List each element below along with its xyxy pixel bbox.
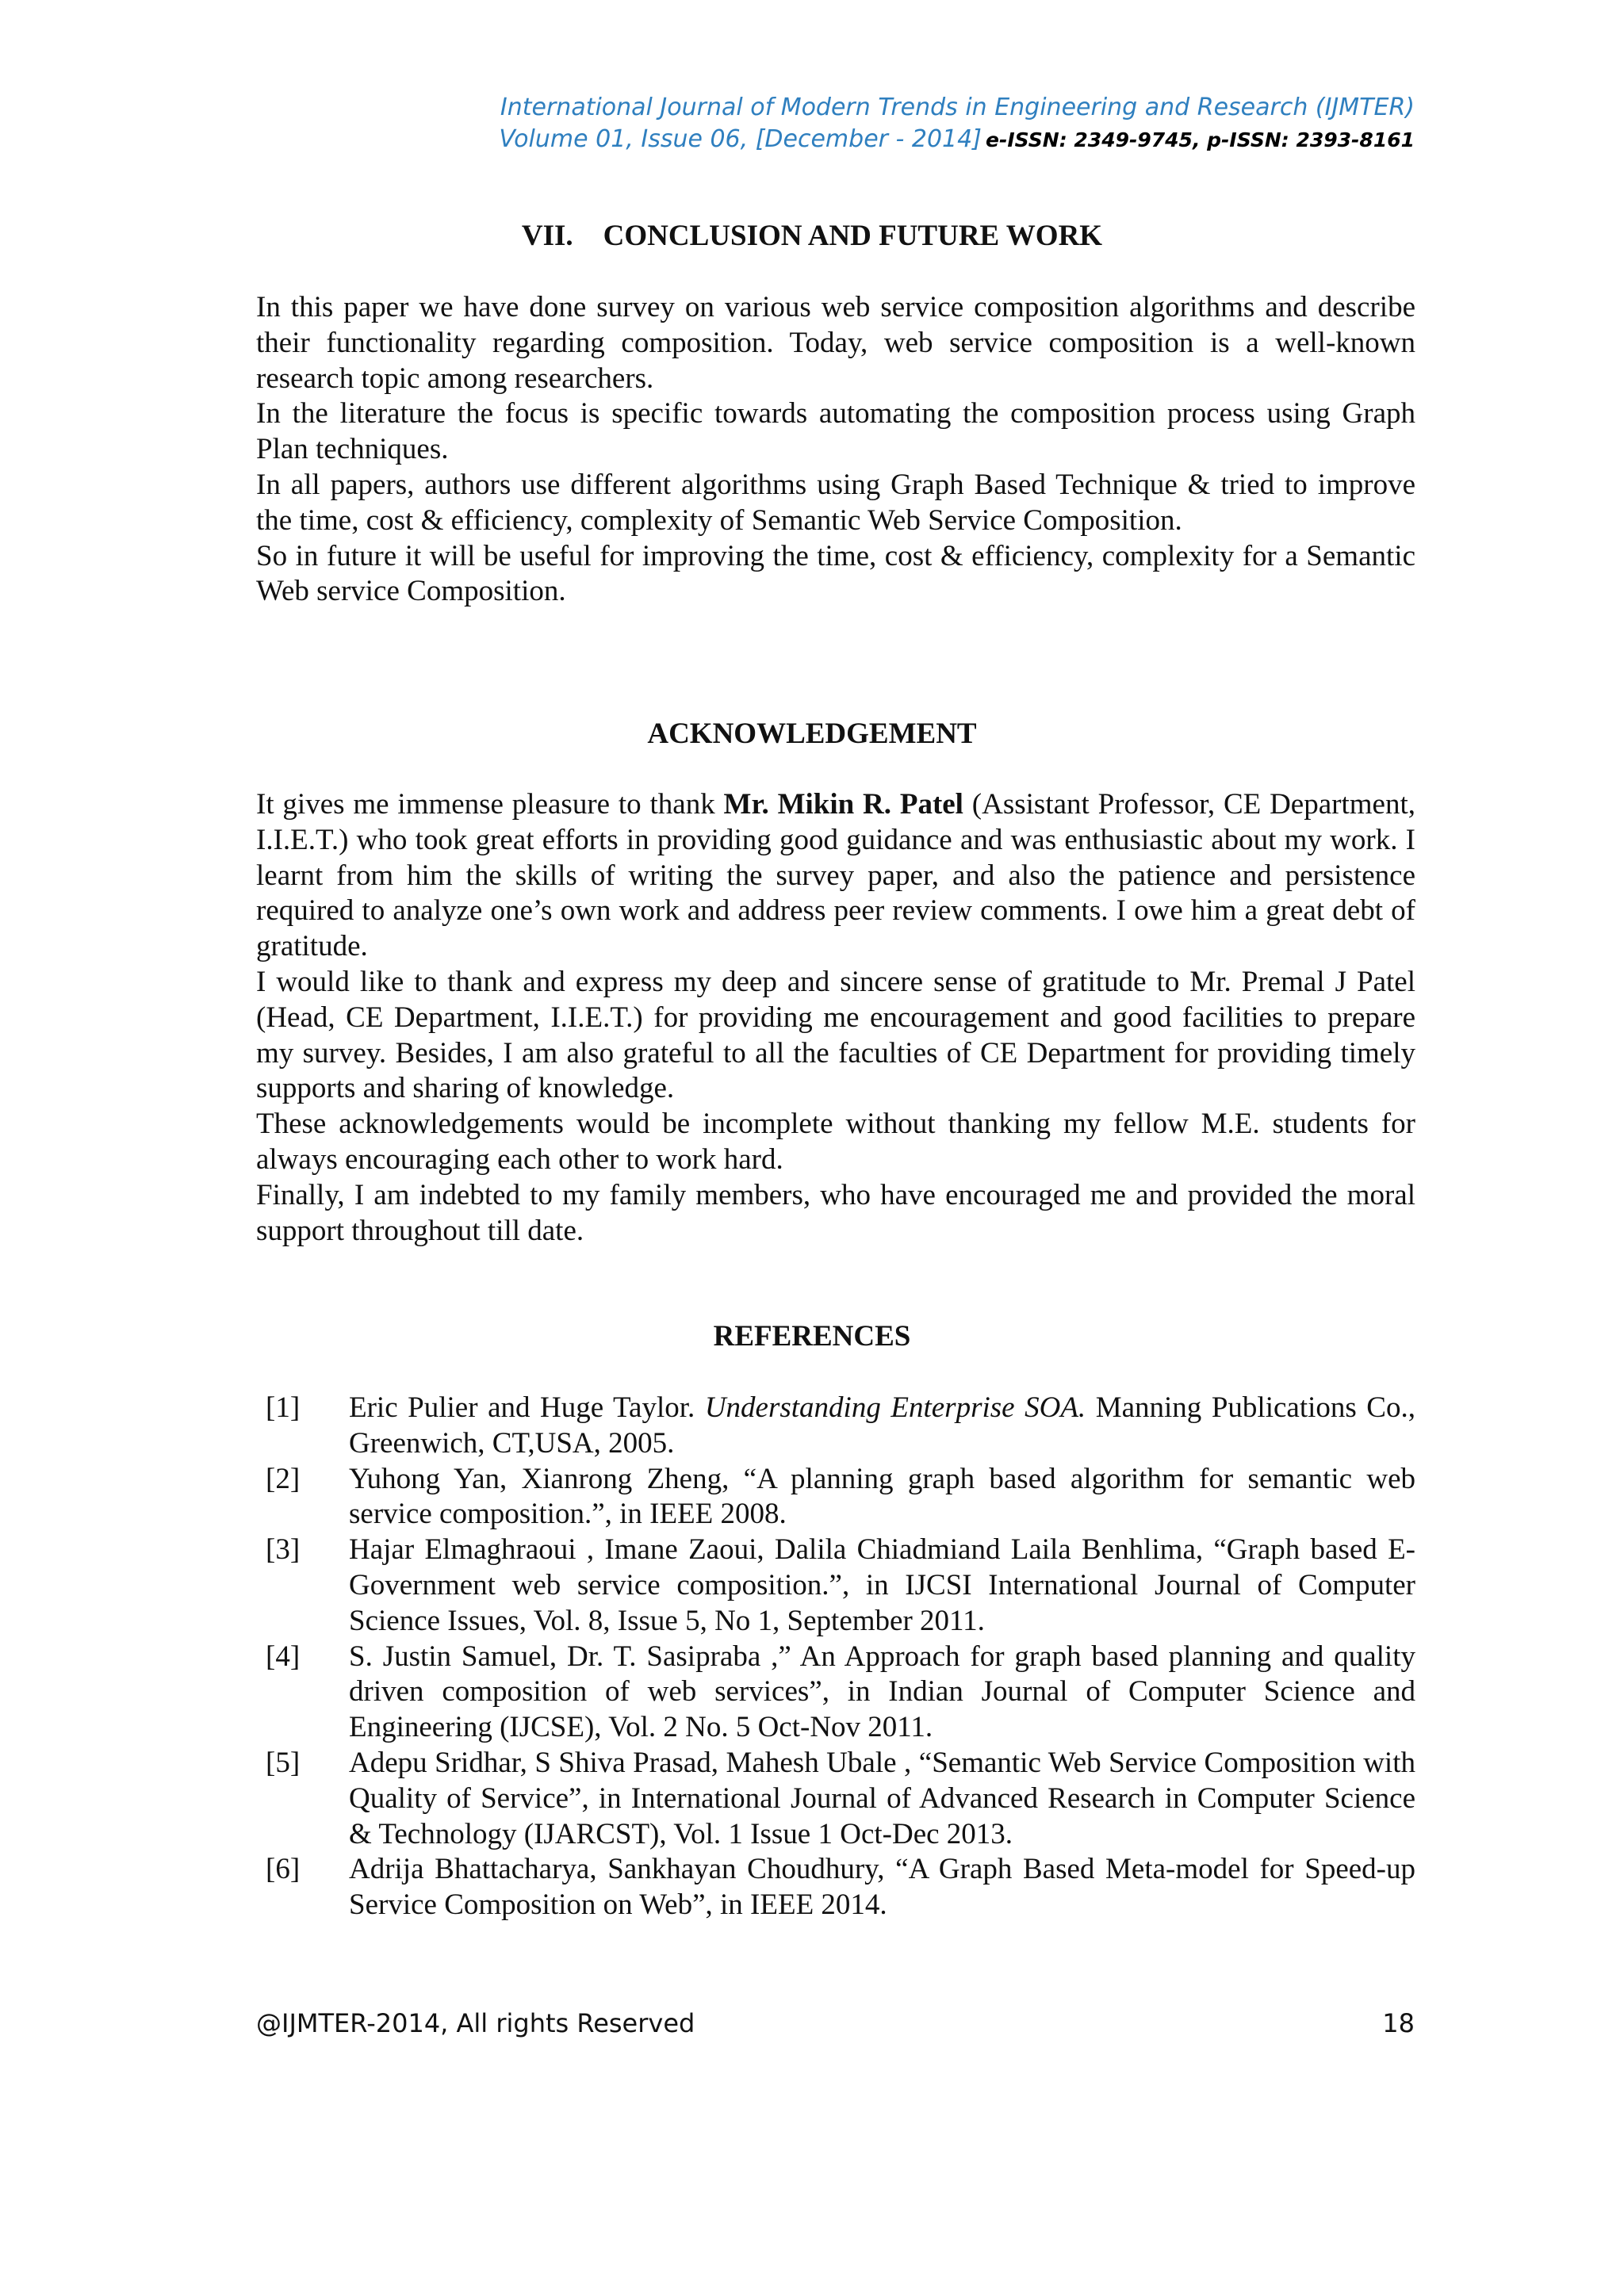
reference-number: [3]: [266, 1533, 301, 1567]
reference-text-post: Manning Publications Co., Greenwich, CT,USA, 2005.: [349, 1391, 1415, 1460]
conclusion-body: [256, 290, 1415, 610]
acknowledgement-paragraph: I would like to thank and express my deep and sincere sense of gratitude to Mr. Premal J Patel (Head, CE Department, I.I.E.T.) for providing me encouragement and good facilities to prepare my survey. Besides, I am also grateful to all the faculties of CE Department for providing timely supports and sharing of knowledge.: [256, 965, 1415, 1105]
reference-text: Yuhong Yan, Xianrong Zheng, “A planning graph based algorithm for semantic web service composition.”, in IEEE 2008.: [349, 1462, 1415, 1531]
reference-text-pre: Eric Pulier and Huge Taylor.: [349, 1391, 705, 1424]
journal-issn: e-ISSN: 2349-9745, p-ISSN: 2393-8161: [986, 128, 1415, 151]
ack-guide-name: Mr. Mikin R. Patel: [723, 788, 963, 821]
reference-item: [256, 1640, 1415, 1746]
conclusion-paragraph: In the literature the focus is specific towards automating the composition process using Graph Plan techniques.: [256, 397, 1415, 466]
reference-number: [6]: [266, 1853, 301, 1886]
section-title: CONCLUSION AND FUTURE WORK: [603, 220, 1103, 252]
reference-item: [256, 1462, 1415, 1533]
ack-text-post: (Assistant Professor, CE Department, I.I.E.T.) who took great efforts in providing good guidance and was enthusiastic about my work. I learnt from him the skills of writing the survey paper, and also the patience and persistence required to analyze one’s own work and address peer review comments. I owe him a great debt of gratitude.: [256, 788, 1415, 963]
reference-item: [256, 1533, 1415, 1639]
page-number: 18: [1382, 2008, 1415, 2038]
reference-text: Hajar Elmaghraoui , Imane Zaoui, Dalila Chiadmiand Laila Benhlima, “Graph based E-Government web service composition.”, in IJCSI International Journal of Computer Science Issues, Vol. 8, Issue 5, No 1, September 2011.: [349, 1533, 1415, 1637]
acknowledgement-paragraph: These acknowledgements would be incomplete without thanking my fellow M.E. students for always encouraging each other to work hard.: [256, 1108, 1415, 1176]
references-list: [256, 1391, 1415, 1923]
reference-book-title: Understanding Enterprise SOA.: [704, 1391, 1086, 1424]
acknowledgement-paragraph: Finally, I am indebted to my family members, who have encouraged me and provided the moral support throughout till date.: [256, 1178, 1415, 1247]
reference-number: [4]: [266, 1640, 301, 1673]
reference-text: Adrija Bhattacharya, Sankhayan Choudhury, “A Graph Based Meta-model for Speed-up Service Composition on Web”, in IEEE 2014.: [349, 1853, 1415, 1922]
reference-item: [256, 1391, 1415, 1462]
conclusion-paragraph: So in future it will be useful for improving the time, cost & efficiency, complexity for a Semantic Web service Composition.: [256, 539, 1415, 608]
reference-text: S. Justin Samuel, Dr. T. Sasipraba ,” An Approach for graph based planning and quality driven composition of web services”, in Indian Journal of Computer Science and Engineering (IJCSE), Vol. 2 No. 5 Oct-Nov 2011.: [349, 1640, 1415, 1744]
conclusion-paragraph: In this paper we have done survey on various web service composition algorithms and describe their functionality regarding composition. Today, web service composition is a well-known research topic among researchers.: [256, 291, 1415, 395]
journal-volume: Volume 01, Issue 06, [December - 2014]: [499, 125, 982, 153]
acknowledgement-heading: ACKNOWLEDGEMENT: [647, 718, 977, 750]
journal-title: International Journal of Modern Trends in Engineering and Research (IJMTER): [500, 94, 1415, 121]
journal-header-line2: [499, 125, 1415, 153]
conclusion-paragraph: In all papers, authors use different algorithms using Graph Based Technique & tried to improve the time, cost & efficiency, complexity of Semantic Web Service Composition.: [256, 468, 1415, 537]
footer-copyright: @IJMTER-2014, All rights Reserved: [256, 2008, 695, 2038]
journal-header-line1: [500, 94, 1415, 121]
reference-number: [2]: [266, 1462, 301, 1495]
references-heading: REFERENCES: [713, 1320, 911, 1353]
reference-number: [1]: [266, 1391, 301, 1424]
reference-number: [5]: [266, 1746, 301, 1779]
reference-item: [256, 1852, 1415, 1923]
conclusion-heading: [0, 219, 1624, 253]
ack-text-pre: It gives me immense pleasure to thank: [256, 788, 724, 821]
reference-item: [256, 1746, 1415, 1852]
acknowledgement-body: [256, 787, 1415, 1249]
reference-text: Adepu Sridhar, S Shiva Prasad, Mahesh Ubale , “Semantic Web Service Composition with Quality of Service”, in International Journal of Advanced Research in Computer Science & Technology (IJARCST), Vol. 1 Issue 1 Oct-Dec 2013.: [349, 1746, 1415, 1850]
section-number: VII.: [521, 220, 573, 252]
acknowledgement-paragraph: [256, 787, 1415, 965]
